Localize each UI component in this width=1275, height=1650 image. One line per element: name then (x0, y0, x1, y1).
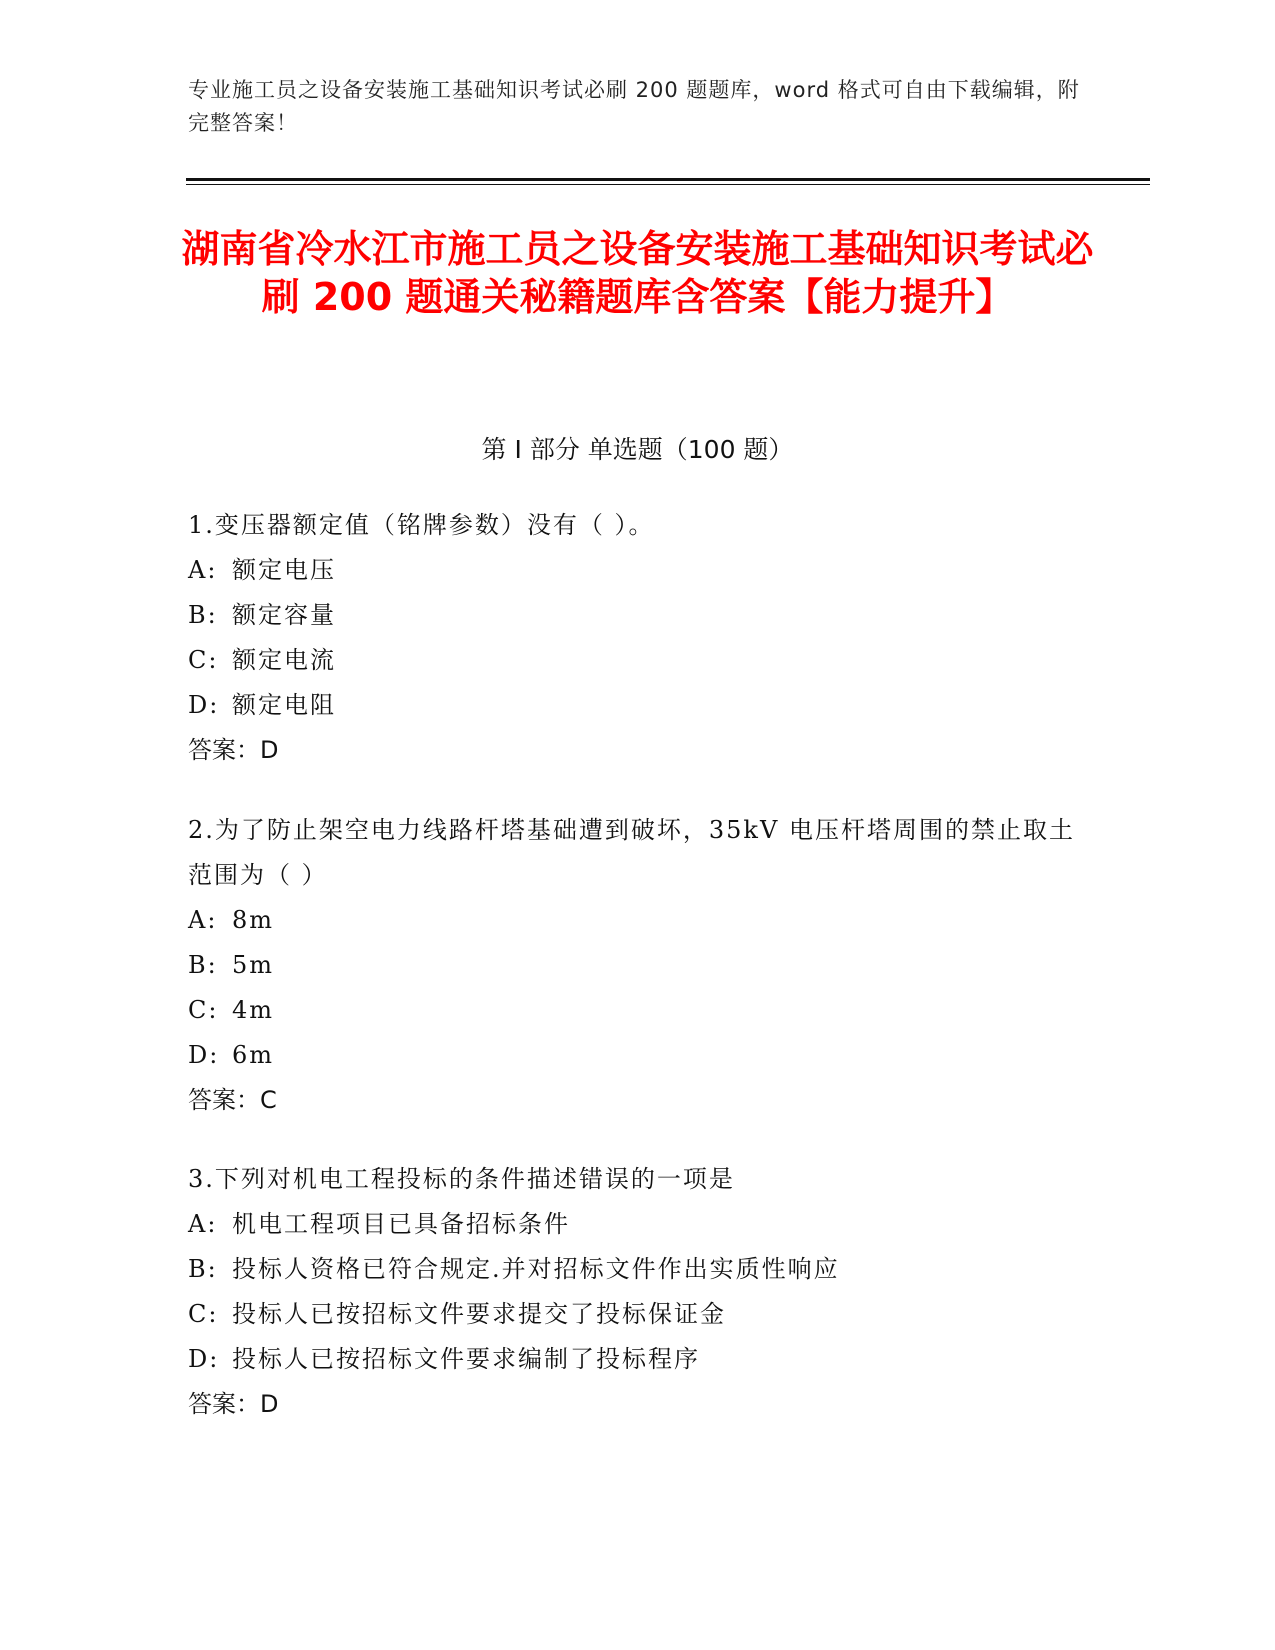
option-a (188, 1202, 1088, 1247)
document-title: 湖南省冷水江市施工员之设备安装施工基础知识考试必刷 200 题通关秘籍题库含答案【能力提升】 (181, 227, 1094, 319)
option-d (188, 683, 1088, 728)
question-stem: 3.下列对机电工程投标的条件描述错误的一项是 (188, 1165, 735, 1193)
option-letter: D: (188, 1345, 220, 1373)
option-text: 投标人已按招标文件要求提交了投标保证金 (232, 1300, 726, 1328)
option-text: 4m (232, 996, 275, 1024)
question-stem: 2.为了防止架空电力线路杆塔基础遭到破坏，35kV 电压杆塔周围的禁止取土范围为（ ） (188, 816, 1075, 889)
option-text: 8m (232, 906, 275, 934)
answer: 答案：D (188, 1390, 279, 1418)
header-note: 专业施工员之设备安装施工基础知识考试必刷 200 题题库，word 格式可自由下载编辑，附完整答案！ (188, 78, 1080, 135)
header-rule-thin (186, 184, 1150, 185)
option-text: 额定电阻 (232, 691, 336, 719)
option-letter: A: (188, 1210, 218, 1238)
option-a (188, 548, 1088, 593)
option-text: 6m (232, 1041, 275, 1069)
option-text: 额定容量 (232, 601, 336, 629)
answer: 答案：D (188, 736, 279, 764)
section-title: 第 I 部分 单选题（100 题） (481, 435, 794, 464)
option-letter: B: (188, 951, 218, 979)
option-b (188, 1247, 1088, 1292)
option-a (188, 898, 1088, 943)
option-letter: D: (188, 691, 220, 719)
option-letter: A: (188, 906, 218, 934)
option-letter: B: (188, 1255, 218, 1283)
option-letter: B: (188, 601, 218, 629)
option-letter: C: (188, 996, 219, 1024)
question-1 (188, 503, 1088, 773)
answer: 答案：C (188, 1086, 277, 1114)
option-b (188, 943, 1088, 988)
option-letter: C: (188, 646, 219, 674)
option-c (188, 638, 1088, 683)
option-text: 投标人资格已符合规定.并对招标文件作出实质性响应 (232, 1255, 840, 1283)
option-text: 额定电流 (232, 646, 336, 674)
option-c (188, 988, 1088, 1033)
question-3 (188, 1157, 1088, 1427)
option-letter: D: (188, 1041, 220, 1069)
option-text: 投标人已按招标文件要求编制了投标程序 (232, 1345, 700, 1373)
option-text: 机电工程项目已具备招标条件 (232, 1210, 570, 1238)
option-text: 额定电压 (232, 556, 336, 584)
header-rule-thick (186, 178, 1150, 181)
question-stem: 1.变压器额定值（铭牌参数）没有（ ）。 (188, 511, 655, 539)
question-2 (188, 808, 1088, 1123)
option-d (188, 1033, 1088, 1078)
option-text: 5m (232, 951, 275, 979)
option-letter: C: (188, 1300, 219, 1328)
option-letter: A: (188, 556, 218, 584)
option-b (188, 593, 1088, 638)
option-d (188, 1337, 1088, 1382)
option-c (188, 1292, 1088, 1337)
